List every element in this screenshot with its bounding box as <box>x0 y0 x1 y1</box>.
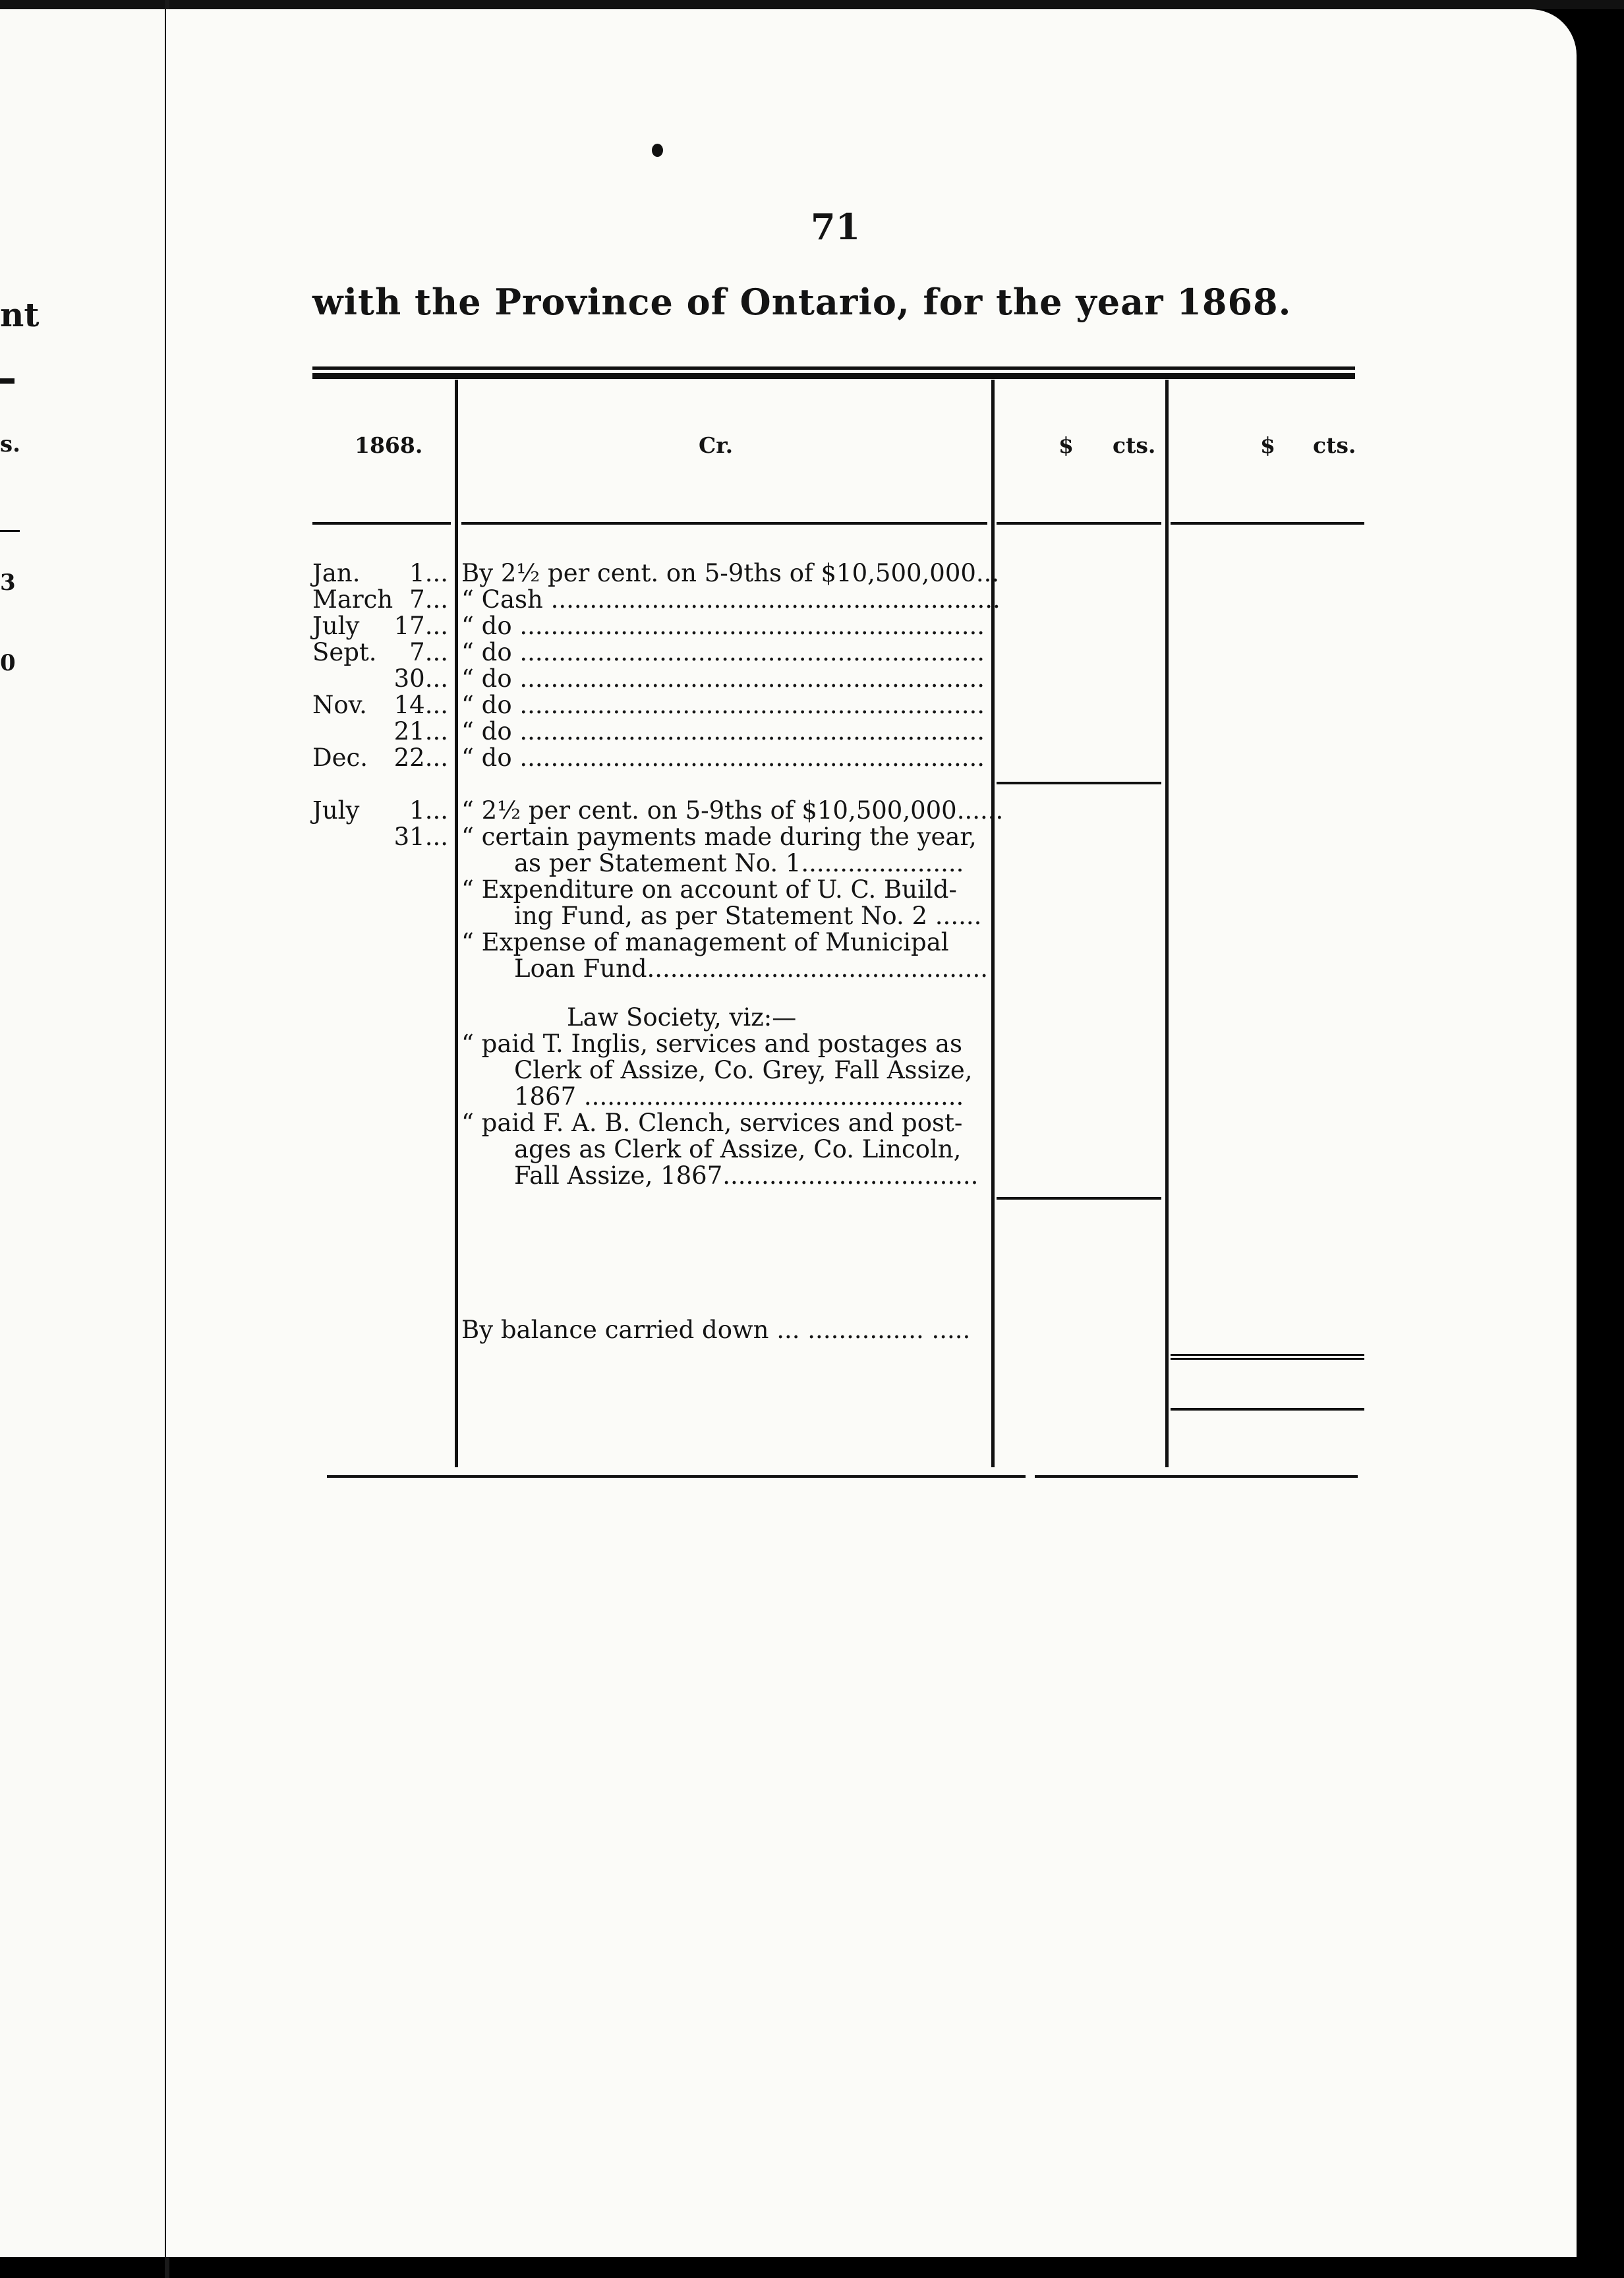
header-cts: cts. <box>1313 432 1356 458</box>
column-divider <box>991 380 995 1467</box>
header-dollar: $ <box>1058 432 1074 458</box>
margin-rule <box>0 378 14 384</box>
total-rule <box>1171 1358 1364 1360</box>
page-number: 71 <box>811 206 861 248</box>
column-divider <box>455 380 458 1467</box>
ink-dot <box>652 144 663 157</box>
top-rule <box>312 366 1355 370</box>
sum-rule <box>997 1197 1161 1200</box>
sum-rule <box>997 782 1161 784</box>
header-rule <box>1171 522 1364 525</box>
header-year: 1868. <box>355 432 423 458</box>
top-rule-thick <box>312 373 1355 379</box>
bottom-rule <box>327 1475 1026 1478</box>
previous-page-strip <box>0 9 166 2257</box>
margin-fragment: nt <box>0 295 40 334</box>
scan-top-edge <box>0 0 1624 9</box>
header-cts: cts. <box>1113 432 1156 458</box>
page-title: with the Province of Ontario, for the year 1868. <box>312 281 1292 323</box>
margin-fragment: s. <box>0 431 20 457</box>
header-rule <box>312 522 451 525</box>
header-rule <box>461 522 987 525</box>
margin-fragment: 3 <box>0 570 16 596</box>
margin-rule <box>0 530 20 532</box>
column-divider <box>1165 380 1169 1467</box>
total-rule <box>1171 1354 1364 1356</box>
header-rule <box>997 522 1161 525</box>
law-society-heading: Law Society, viz:— <box>567 1003 797 1032</box>
total-rule <box>1171 1408 1364 1411</box>
bottom-rule <box>1035 1475 1358 1478</box>
header-cr: Cr. <box>699 432 734 458</box>
header-dollar: $ <box>1260 432 1275 458</box>
margin-fragment: 0 <box>0 650 16 676</box>
